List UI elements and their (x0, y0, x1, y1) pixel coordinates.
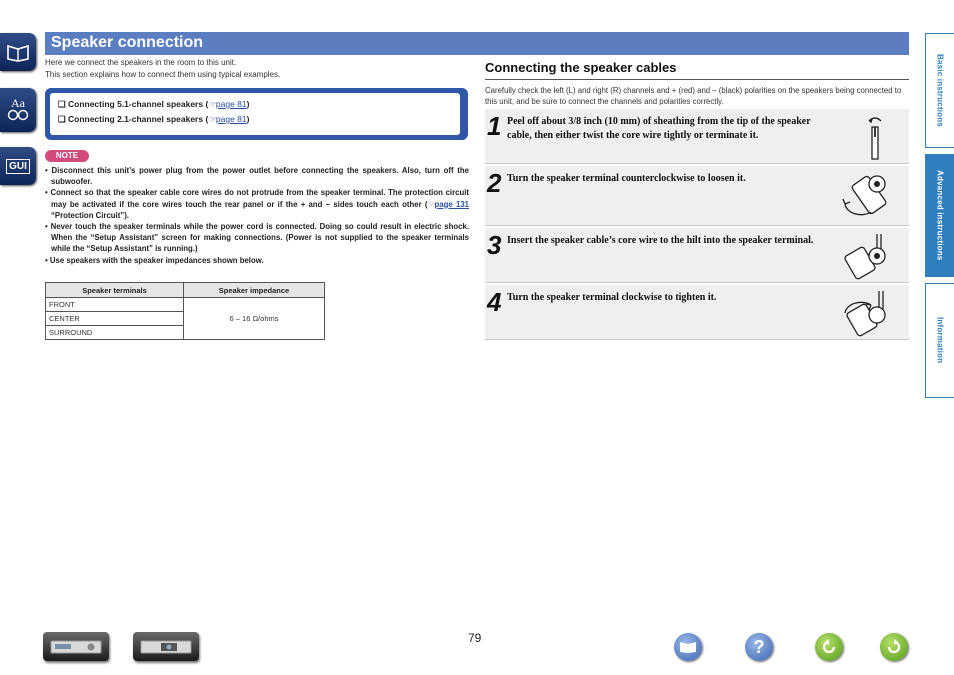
step-text: Turn the speaker terminal clockwise to tighten it. (507, 292, 717, 303)
cable-icon (855, 113, 895, 161)
page-link[interactable]: page 81 (215, 114, 247, 124)
step-number: 1 (487, 111, 502, 141)
front-panel-icon (43, 632, 109, 661)
page-number: 79 (468, 631, 482, 645)
terminal-loosen-icon (839, 170, 895, 224)
table-header: Speaker terminals (46, 283, 184, 298)
page-link[interactable]: page 81 (215, 99, 247, 109)
note-list (45, 165, 469, 266)
book-icon (679, 640, 697, 654)
impedance-table (45, 282, 325, 340)
step-2 (485, 166, 909, 226)
note-item: • Never touch the speaker terminals while the power cord is connected. Doing so could result in electric shock. When the “Setup Assistant” screen for making connections. (Power is not supplied to the speaker terminals while the “Setup Assistant” is running.) (45, 221, 469, 255)
note-item: • Use speakers with the speaker impedances shown below. (45, 255, 469, 266)
page-link[interactable]: page 131 (434, 199, 469, 209)
step-number: 3 (487, 230, 502, 260)
forward-button[interactable] (880, 633, 908, 661)
intro-line-1: Here we connect the speakers in the room to this unit. (45, 58, 237, 67)
table-cell: CENTER (46, 312, 184, 326)
contents-button[interactable] (674, 633, 702, 661)
step-text: Turn the speaker terminal counterclockwise to loosen it. (507, 173, 746, 184)
page-title: Speaker connection (51, 34, 204, 51)
gui-icon-label: GUI (6, 159, 30, 174)
section-title: Connecting the speaker cables (485, 60, 677, 75)
step-1 (485, 109, 909, 164)
link-5-1-channel[interactable]: ❏ Connecting 5.1-channel speakers (☞page 81) (58, 99, 250, 109)
help-icon: ? (753, 636, 765, 657)
forward-arrow-icon (885, 638, 903, 656)
intro-line-2: This section explains how to connect them using typical examples. (45, 70, 281, 79)
note-item: • Disconnect this unit’s power plug from the power outlet before connecting the speakers. Also, turn off the subwoofer. (45, 165, 469, 187)
table-header: Speaker impedance (184, 283, 325, 298)
terminal-tighten-icon (839, 289, 895, 339)
tab-information[interactable]: Information (925, 283, 954, 398)
pointing-hand-icon: ☞ (208, 99, 216, 109)
help-button[interactable] (745, 633, 773, 661)
section-divider (485, 79, 909, 80)
pointing-hand-icon: ☞ (208, 114, 216, 124)
tab-advanced-instructions[interactable]: Advanced instructions (925, 154, 954, 277)
link-box (45, 88, 468, 140)
section-description: Carefully check the left (L) and right (R) channels and + (red) and – (black) polarities on the speakers being connected to this unit, and be sure to connect the channels and polarities correctly. (485, 86, 902, 106)
display-button[interactable] (133, 632, 199, 661)
table-cell: SURROUND (46, 326, 184, 340)
note-badge: NOTE (45, 150, 89, 162)
book-icon[interactable] (0, 33, 36, 71)
step-4 (485, 285, 909, 340)
title-bar (45, 32, 909, 55)
link-2-1-channel[interactable]: ❏ Connecting 2.1-channel speakers (☞page 81) (58, 114, 250, 124)
step-text: Insert the speaker cable’s core wire to the hilt into the speaker terminal. (507, 235, 814, 246)
front-panel-button[interactable] (43, 632, 109, 661)
table-cell-impedance: 6 – 16 Ω/ohms (184, 298, 325, 340)
step-3 (485, 228, 909, 283)
index-icon[interactable] (0, 88, 36, 132)
step-text: Peel off about 3/8 inch (10 mm) of sheathing from the tip of the speaker cable, then either twist the core wire tightly or terminate it. (507, 116, 811, 141)
terminal-insert-icon (839, 232, 895, 282)
index-icon-label: Aa (11, 96, 25, 110)
tab-basic-instructions[interactable]: Basic instructions (925, 33, 954, 148)
back-button[interactable] (815, 633, 843, 661)
display-icon (133, 632, 199, 661)
note-item: • Connect so that the speaker cable core wires do not protrude from the speaker terminal. The protection circuit may be activated if the core wires touch the rear panel or if the + and – sides touch each other (☞page 131 “Protection Circuit”). (45, 187, 469, 221)
step-number: 4 (487, 287, 502, 317)
pointing-hand-icon: ☞ (427, 199, 435, 209)
gui-icon[interactable] (0, 147, 36, 185)
table-cell: FRONT (46, 298, 184, 312)
back-arrow-icon (820, 638, 838, 656)
step-number: 2 (487, 168, 502, 198)
